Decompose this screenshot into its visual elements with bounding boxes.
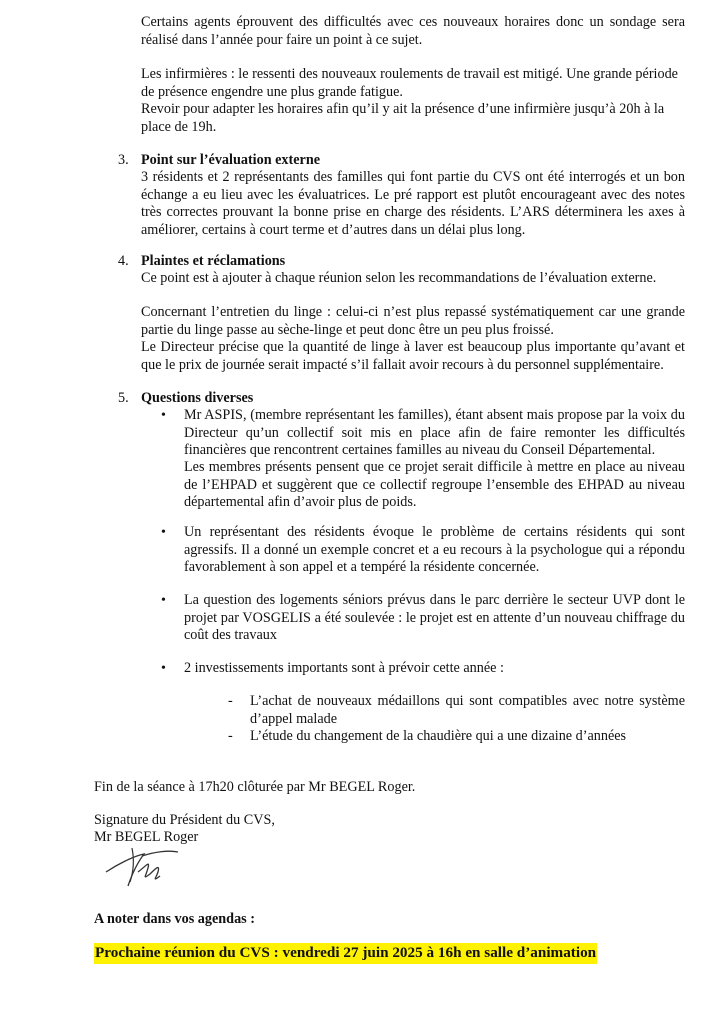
bullet-icon: • <box>161 408 166 423</box>
section-3-title: Point sur l’évaluation externe <box>141 152 321 168</box>
next-meeting-banner <box>94 943 597 962</box>
section-4-title: Plaintes et réclamations <box>141 253 286 269</box>
section-5-number: 5. <box>118 390 129 406</box>
intro-paragraph-1: Certains agents éprouvent des difficultés avec ces nouveaux horaires donc un sondage sera réalisé dans l’année pour faire un point à ce sujet. <box>141 14 685 48</box>
signature-title: Signature du Président du CVS, <box>94 812 275 828</box>
bullet-icon: • <box>161 661 166 676</box>
bullet-1-text-b: Les membres présents pensent que ce projet serait difficile à mettre en place au niveau de l’EHPAD et suggèrent que ce collectif regroupe l’ensemble des EHPAD au niveau départemental afin d’avoir plus de poids. <box>184 459 685 510</box>
dash-marker: - <box>228 693 233 709</box>
signature-name: Mr BEGEL Roger <box>94 829 199 845</box>
bullet-4-text: 2 investissements importants sont à prévoir cette année : <box>184 660 504 676</box>
section-4-text-3: Le Directeur précise que la quantité de linge à laver est beaucoup plus importante qu’avant et que le prix de journée serait impacté s’il fallait avoir recours à du personnel supplémentaire. <box>141 339 685 373</box>
section-3-text: 3 résidents et 2 représentants des familles qui font partie du CVS ont été interrogés et un bon échange a eu lieu avec les évaluatrices. Le pré rapport est plutôt encourageant avec des notes très correctes prouvant la bonne prise en charge des résidents. L’ARS déterminera les axes à améliorer, certains à court terme et d’autres dans un délai plus long. <box>141 169 685 238</box>
bullet-1-text-a: Mr ASPIS, (membre représentant les familles), étant absent mais propose par la voix du Directeur qu’un collectif soit mis en place afin de faire remonter les difficultés financières que rencontrent certaines familles au niveau du Conseil Départemental. <box>184 407 685 458</box>
section-4-text-2: Concernant l’entretien du linge : celui-ci n’est plus repassé systématiquement car une grande partie du linge passe au sèche-linge et peut donc être un peu plus froissé. <box>141 304 685 338</box>
intro-paragraph-2: Les infirmières : le ressenti des nouveaux roulements de travail est mitigé. Une grande période de présence engendre une plus grande fatigue. <box>141 66 678 100</box>
section-4-number: 4. <box>118 253 129 269</box>
bullet-icon: • <box>161 525 166 540</box>
intro-paragraph-3: Revoir pour adapter les horaires afin qu’il y ait la présence d’une infirmière jusqu’à 20h à la place de 19h. <box>141 101 665 135</box>
agenda-note: A noter dans vos agendas : <box>94 911 255 927</box>
section-3-number: 3. <box>118 152 129 168</box>
end-of-session: Fin de la séance à 17h20 clôturée par Mr BEGEL Roger. <box>94 779 416 795</box>
section-4-text-1: Ce point est à ajouter à chaque réunion selon les recommandations de l’évaluation externe. <box>141 270 657 286</box>
bullet-icon: • <box>161 593 166 608</box>
sub-item-1: L’achat de nouveaux médaillons qui sont compatibles avec notre système d’appel malade <box>250 693 685 727</box>
bullet-3-text: La question des logements séniors prévus dans le parc derrière le secteur UVP dont le projet par VOSGELIS a été soulevée : le projet est en attente d’un nouveau chiffrage du coût des travaux <box>184 592 685 643</box>
bullet-2-text: Un représentant des résidents évoque le problème de certains résidents qui sont agressifs. Il a donné un exemple concret et a eu recours à la psychologue qui a répondu favorablement à son appel et a tempéré la résidente concernée. <box>184 524 685 575</box>
handwritten-signature <box>98 842 188 892</box>
next-meeting-text: Prochaine réunion du CVS : vendredi 27 juin 2025 à 16h en salle d’animation <box>94 943 597 964</box>
section-5-title: Questions diverses <box>141 390 254 406</box>
dash-marker: - <box>228 728 233 744</box>
sub-item-2: L’étude du changement de la chaudière qui a une dizaine d’années <box>250 728 627 744</box>
